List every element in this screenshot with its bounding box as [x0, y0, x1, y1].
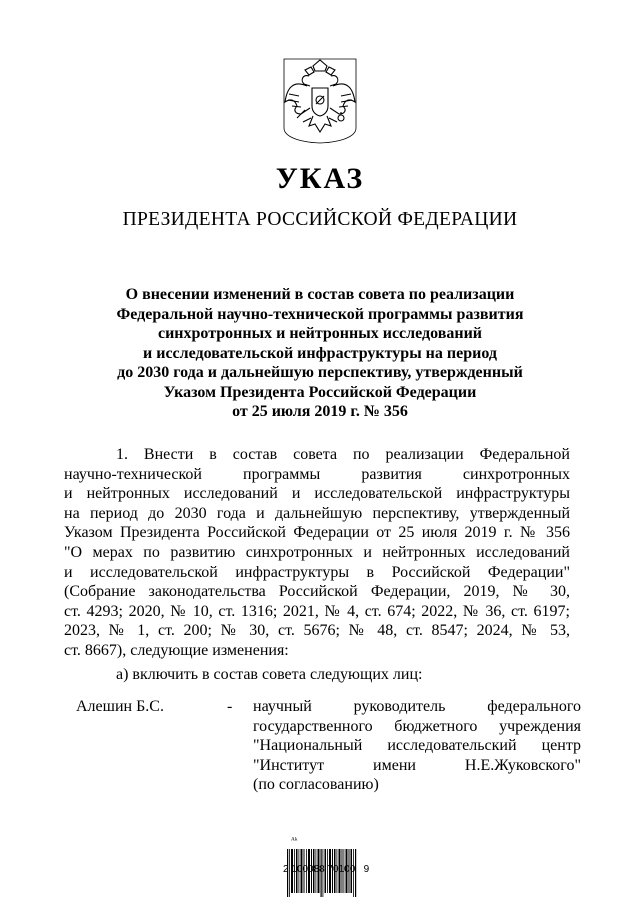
person-dash: -	[227, 698, 233, 715]
paragraph-line: на период до 2030 года и дальнейшую перспективу, утвержденный	[64, 504, 570, 522]
paragraph-line: "О мерах по развитию синхротронных и нейтронных исследований	[64, 543, 570, 561]
heading-line: от 25 июля 2019 г. № 356	[232, 403, 408, 420]
description-line: "Национальный исследовательский центр	[253, 737, 581, 755]
paragraph-line: и исследовательской инфраструктуры в Российской Федерации"	[64, 563, 570, 581]
description-line: научный руководитель федерального	[253, 698, 581, 715]
document-subtitle: ПРЕЗИДЕНТА РОССИЙСКОЙ ФЕДЕРАЦИИ	[122, 209, 518, 230]
heading-line: Указом Президента Российской Федерации	[163, 383, 477, 401]
barcode-number: 2 100088 70100 9	[283, 864, 370, 875]
decree-heading	[60, 285, 580, 422]
paragraph-line: и нейтронных исследований и исследовательской инфраструктуры	[64, 485, 570, 503]
decree-body	[64, 445, 570, 684]
heading-line: синхротронных и нейтронных исследований	[157, 325, 483, 342]
item-a: а) включить в состав совета следующих лиц:	[116, 665, 423, 683]
document-title: УКАЗ	[275, 162, 365, 195]
paragraph-line: (Собрание законодательства Российской Федерации, 2019, № 30,	[64, 583, 570, 601]
person-description	[253, 697, 581, 795]
heading-line: О внесении изменений в состав совета по реализации	[125, 286, 515, 303]
paragraph-line: Указом Президента Российской Федерации от 25 июля 2019 г. № 356	[64, 524, 570, 542]
paragraph-line: 1. Внести в состав совета по реализации Федеральной	[116, 446, 570, 463]
description-line: "Институт имени Н.Е.Жуковского"	[253, 756, 581, 774]
description-line: (по согласованию)	[253, 776, 379, 794]
russian-coat-of-arms-icon	[283, 58, 357, 144]
paragraph-line: ст. 8667), следующие изменения:	[64, 641, 289, 659]
paragraph-line: научно-технической программы развития синхротронных	[64, 465, 570, 483]
heading-line: до 2030 года и дальнейшую перспективу, утвержденный	[117, 364, 523, 381]
person-name: Алешин Б.С.	[76, 698, 164, 715]
barcode-mark: ᴬᵏ	[291, 835, 298, 845]
paragraph-line: 2023, № 1, ст. 200; № 30, ст. 5676; № 48, ст. 8547; 2024, № 53,	[64, 622, 570, 640]
heading-line: Федеральной научно-технической программы развития	[116, 305, 524, 323]
heading-line: и исследовательской инфраструктуры на период	[143, 344, 497, 362]
paragraph-line: ст. 4293; 2020, № 10, ст. 1316; 2021, № 4, ст. 674; 2022, № 36, ст. 6197;	[64, 602, 570, 620]
description-line: государственного бюджетного учреждения	[253, 717, 581, 735]
